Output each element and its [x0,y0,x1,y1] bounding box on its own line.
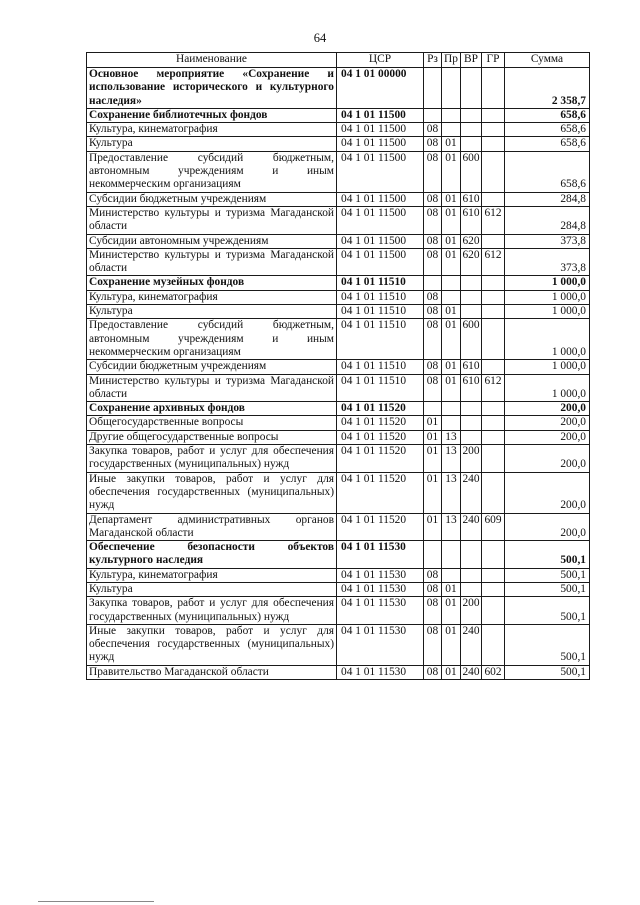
pr-cell: 01 [442,582,461,596]
table-row [87,624,590,665]
name-cell: Министерство культуры и туризма Магаданской области [87,248,337,276]
csr-cell: 04 1 01 11520 [337,416,424,430]
name-cell: Культура [87,137,337,151]
sum-cell: 500,1 [505,597,590,625]
rz-cell: 08 [424,360,442,374]
csr-cell: 04 1 01 11520 [337,472,424,513]
gr-cell [482,151,505,192]
table-row [87,192,590,206]
name-cell: Сохранение архивных фондов [87,402,337,416]
rz-cell: 08 [424,624,442,665]
name-cell: Иные закупки товаров, работ и услуг для обеспечения государственных (муниципальных) нужд [87,624,337,665]
name-cell: Культура [87,305,337,319]
sum-cell: 658,6 [505,108,590,122]
name-cell: Основное мероприятие «Сохранение и использование исторического и культурного наследия» [87,68,337,109]
sum-cell: 1 000,0 [505,290,590,304]
sum-cell: 373,8 [505,248,590,276]
table-body [87,68,590,680]
gr-cell: 609 [482,513,505,541]
gr-cell [482,108,505,122]
vr-cell: 610 [461,374,482,402]
csr-cell: 04 1 01 11530 [337,582,424,596]
sum-cell: 284,8 [505,192,590,206]
gr-cell [482,624,505,665]
table-row [87,568,590,582]
vr-cell [461,582,482,596]
header-csr: ЦСР [337,53,424,68]
pr-cell: 01 [442,319,461,360]
rz-cell: 08 [424,582,442,596]
csr-cell: 04 1 01 11530 [337,568,424,582]
csr-cell: 04 1 01 11500 [337,192,424,206]
rz-cell: 01 [424,416,442,430]
vr-cell [461,137,482,151]
page-number: 64 [313,31,327,45]
vr-cell: 240 [462,665,480,678]
rz-cell: 08 [424,234,442,248]
sum-cell: 658,6 [505,123,590,137]
pr-cell: 13 [442,513,461,541]
table-row [87,248,590,276]
csr-cell: 04 1 01 11530 [337,624,424,665]
table-row [87,234,590,248]
sum-cell: 658,6 [505,137,590,151]
rz-cell: 08 [424,123,442,137]
gr-cell [482,541,505,569]
table-row [87,445,590,473]
table-row [87,206,590,234]
rz-cell: 08 [424,192,442,206]
bottom-divider [38,901,154,902]
sum-cell: 200,0 [505,472,590,513]
name-cell: Культура, кинематография [87,568,337,582]
header-name: Наименование [87,53,337,68]
table-row [87,123,590,137]
table-row [87,360,590,374]
sum-cell: 200,0 [505,416,590,430]
table-row [87,665,590,679]
vr-cell [461,108,482,122]
pr-cell [442,416,461,430]
pr-cell: 01 [442,206,461,234]
pr-cell: 01 [442,137,461,151]
table-row [87,319,590,360]
gr-cell [482,445,505,473]
gr-cell [482,416,505,430]
table-row [87,513,590,541]
csr-cell: 04 1 01 11510 [337,290,424,304]
csr-cell: 04 1 01 11500 [337,151,424,192]
name-cell: Сохранение библиотечных фондов [87,108,337,122]
header-vr: ВР [461,53,482,68]
vr-cell: 610 [462,360,480,373]
vr-cell [461,430,482,444]
gr-cell: 602 [482,665,505,679]
name-cell: Закупка товаров, работ и услуг для обеспечения государственных (муниципальных) нужд [87,597,337,625]
rz-cell [424,276,442,290]
name-cell: Правительство Магаданской области [87,665,337,679]
pr-cell [442,68,461,109]
pr-cell [442,123,461,137]
gr-cell [482,472,505,513]
name-cell: Культура, кинематография [87,123,337,137]
pr-cell: 01 [442,248,461,276]
table-row [87,430,590,444]
csr-cell: 04 1 01 11530 [337,665,424,679]
rz-cell: 08 [424,151,442,192]
vr-cell [461,305,482,319]
rz-cell: 08 [424,374,442,402]
vr-cell: 200 [461,445,482,473]
rz-cell: 08 [424,319,442,360]
gr-cell [482,234,505,248]
pr-cell [442,402,461,416]
gr-cell [482,137,505,151]
vr-cell [461,276,482,290]
vr-cell [461,541,482,569]
gr-cell [482,568,505,582]
rz-cell: 08 [424,290,442,304]
budget-table [86,52,590,680]
csr-cell: 04 1 01 00000 [337,68,424,109]
pr-cell [442,108,461,122]
pr-cell: 13 [442,430,461,444]
csr-cell: 04 1 01 11520 [337,430,424,444]
vr-cell: 620 [461,248,482,276]
csr-cell: 04 1 01 11530 [337,541,424,569]
name-cell: Субсидии автономным учреждениям [87,234,337,248]
pr-cell: 01 [442,151,461,192]
table-row [87,582,590,596]
sum-cell: 200,0 [505,445,590,473]
csr-cell: 04 1 01 11500 [337,108,424,122]
vr-cell [461,68,482,109]
vr-cell [461,290,482,304]
name-cell: Закупка товаров, работ и услуг для обеспечения государственных (муниципальных) нужд [87,445,337,473]
sum-cell: 500,1 [505,665,590,679]
sum-cell: 373,8 [505,234,590,248]
table-row [87,416,590,430]
vr-cell [461,568,482,582]
sum-cell: 2 358,7 [505,68,590,109]
sum-cell: 200,0 [505,430,590,444]
vr-cell: 610 [461,206,482,234]
rz-cell: 08 [424,568,442,582]
name-cell: Предоставление субсидий бюджетным, автономным учреждениям и иным некоммерческим организациям [87,151,337,192]
table-row [87,374,590,402]
name-cell: Министерство культуры и туризма Магаданской области [87,374,337,402]
sum-cell: 1 000,0 [505,319,590,360]
csr-cell: 04 1 01 11510 [337,305,424,319]
gr-cell [482,290,505,304]
table-row [87,108,590,122]
table-row [87,151,590,192]
sum-cell: 1 000,0 [505,305,590,319]
name-cell: Департамент административных органов Магаданской области [87,513,337,541]
table-row [87,305,590,319]
sum-cell: 200,0 [505,402,590,416]
gr-cell [482,68,505,109]
name-cell: Министерство культуры и туризма Магаданской области [87,206,337,234]
name-cell: Культура, кинематография [87,290,337,304]
sum-cell: 500,1 [505,624,590,665]
name-cell: Культура [87,582,337,596]
rz-cell: 08 [424,206,442,234]
vr-cell: 240 [461,472,482,513]
sum-cell: 284,8 [505,206,590,234]
name-cell: Другие общегосударственные вопросы [87,430,337,444]
csr-cell: 04 1 01 11500 [337,234,424,248]
vr-cell [461,402,482,416]
name-cell: Субсидии бюджетным учреждениям [87,360,337,374]
rz-cell [424,108,442,122]
csr-cell: 04 1 01 11510 [337,374,424,402]
gr-cell [482,305,505,319]
rz-cell [424,68,442,109]
rz-cell: 08 [424,137,442,151]
vr-cell: 200 [461,597,482,625]
table-row [87,290,590,304]
header-gr: ГР [482,53,505,68]
csr-cell: 04 1 01 11500 [337,206,424,234]
csr-cell: 04 1 01 11510 [337,276,424,290]
csr-cell: 04 1 01 11510 [337,319,424,360]
vr-cell: 240 [461,624,482,665]
pr-cell [442,568,461,582]
vr-cell: 620 [462,234,480,247]
rz-cell [424,541,442,569]
pr-cell [442,290,461,304]
sum-cell: 1 000,0 [505,374,590,402]
gr-cell: 612 [482,374,505,402]
name-cell: Субсидии бюджетным учреждениям [87,192,337,206]
gr-cell [482,360,505,374]
sum-cell: 500,1 [505,582,590,596]
table-row [87,137,590,151]
csr-cell: 04 1 01 11520 [337,513,424,541]
gr-cell [482,192,505,206]
pr-cell [442,541,461,569]
pr-cell: 13 [442,472,461,513]
name-cell: Обеспечение безопасности объектов культурного наследия [87,541,337,569]
csr-cell: 04 1 01 11530 [337,597,424,625]
gr-cell [482,123,505,137]
pr-cell: 01 [442,597,461,625]
name-cell: Общегосударственные вопросы [87,416,337,430]
rz-cell: 01 [424,445,442,473]
csr-cell: 04 1 01 11500 [337,123,424,137]
sum-cell: 658,6 [505,151,590,192]
name-cell: Предоставление субсидий бюджетным, автономным учреждениям и иным некоммерческим организациям [87,319,337,360]
header-pr: Пр [442,53,461,68]
pr-cell: 01 [442,360,461,374]
vr-cell [461,123,482,137]
vr-cell: 240 [461,513,482,541]
name-cell: Сохранение музейных фондов [87,276,337,290]
table-row [87,276,590,290]
rz-cell: 08 [424,665,442,679]
sum-cell: 1 000,0 [505,360,590,374]
pr-cell: 01 [442,624,461,665]
vr-cell: 600 [461,319,482,360]
pr-cell: 01 [442,374,461,402]
gr-cell [482,276,505,290]
rz-cell: 01 [424,472,442,513]
csr-cell: 04 1 01 11500 [337,248,424,276]
sum-cell: 1 000,0 [505,276,590,290]
pr-cell: 01 [442,192,461,206]
header-rz: Рз [424,53,442,68]
csr-cell: 04 1 01 11510 [337,360,424,374]
sum-cell: 500,1 [505,541,590,569]
rz-cell: 08 [424,248,442,276]
rz-cell: 01 [424,430,442,444]
table-row [87,597,590,625]
csr-cell: 04 1 01 11520 [337,402,424,416]
table-header-row [87,53,590,68]
table-row [87,68,590,109]
table-row [87,472,590,513]
pr-cell: 13 [442,445,461,473]
vr-cell: 600 [461,151,482,192]
pr-cell [442,276,461,290]
rz-cell: 01 [424,513,442,541]
pr-cell: 01 [442,305,461,319]
gr-cell [482,582,505,596]
vr-cell: 610 [462,192,480,205]
pr-cell: 01 [442,665,461,679]
gr-cell [482,319,505,360]
gr-cell: 612 [482,248,505,276]
vr-cell [461,416,482,430]
header-sum: Сумма [505,53,590,68]
gr-cell [482,430,505,444]
gr-cell: 612 [482,206,505,234]
rz-cell: 08 [424,597,442,625]
rz-cell: 08 [424,305,442,319]
sum-cell: 200,0 [505,513,590,541]
table-row [87,541,590,569]
table-row [87,402,590,416]
gr-cell [482,597,505,625]
sum-cell: 500,1 [505,568,590,582]
rz-cell [424,402,442,416]
gr-cell [482,402,505,416]
name-cell: Иные закупки товаров, работ и услуг для обеспечения государственных (муниципальных) нужд [87,472,337,513]
csr-cell: 04 1 01 11500 [337,137,424,151]
csr-cell: 04 1 01 11520 [337,445,424,473]
pr-cell: 01 [442,234,461,248]
